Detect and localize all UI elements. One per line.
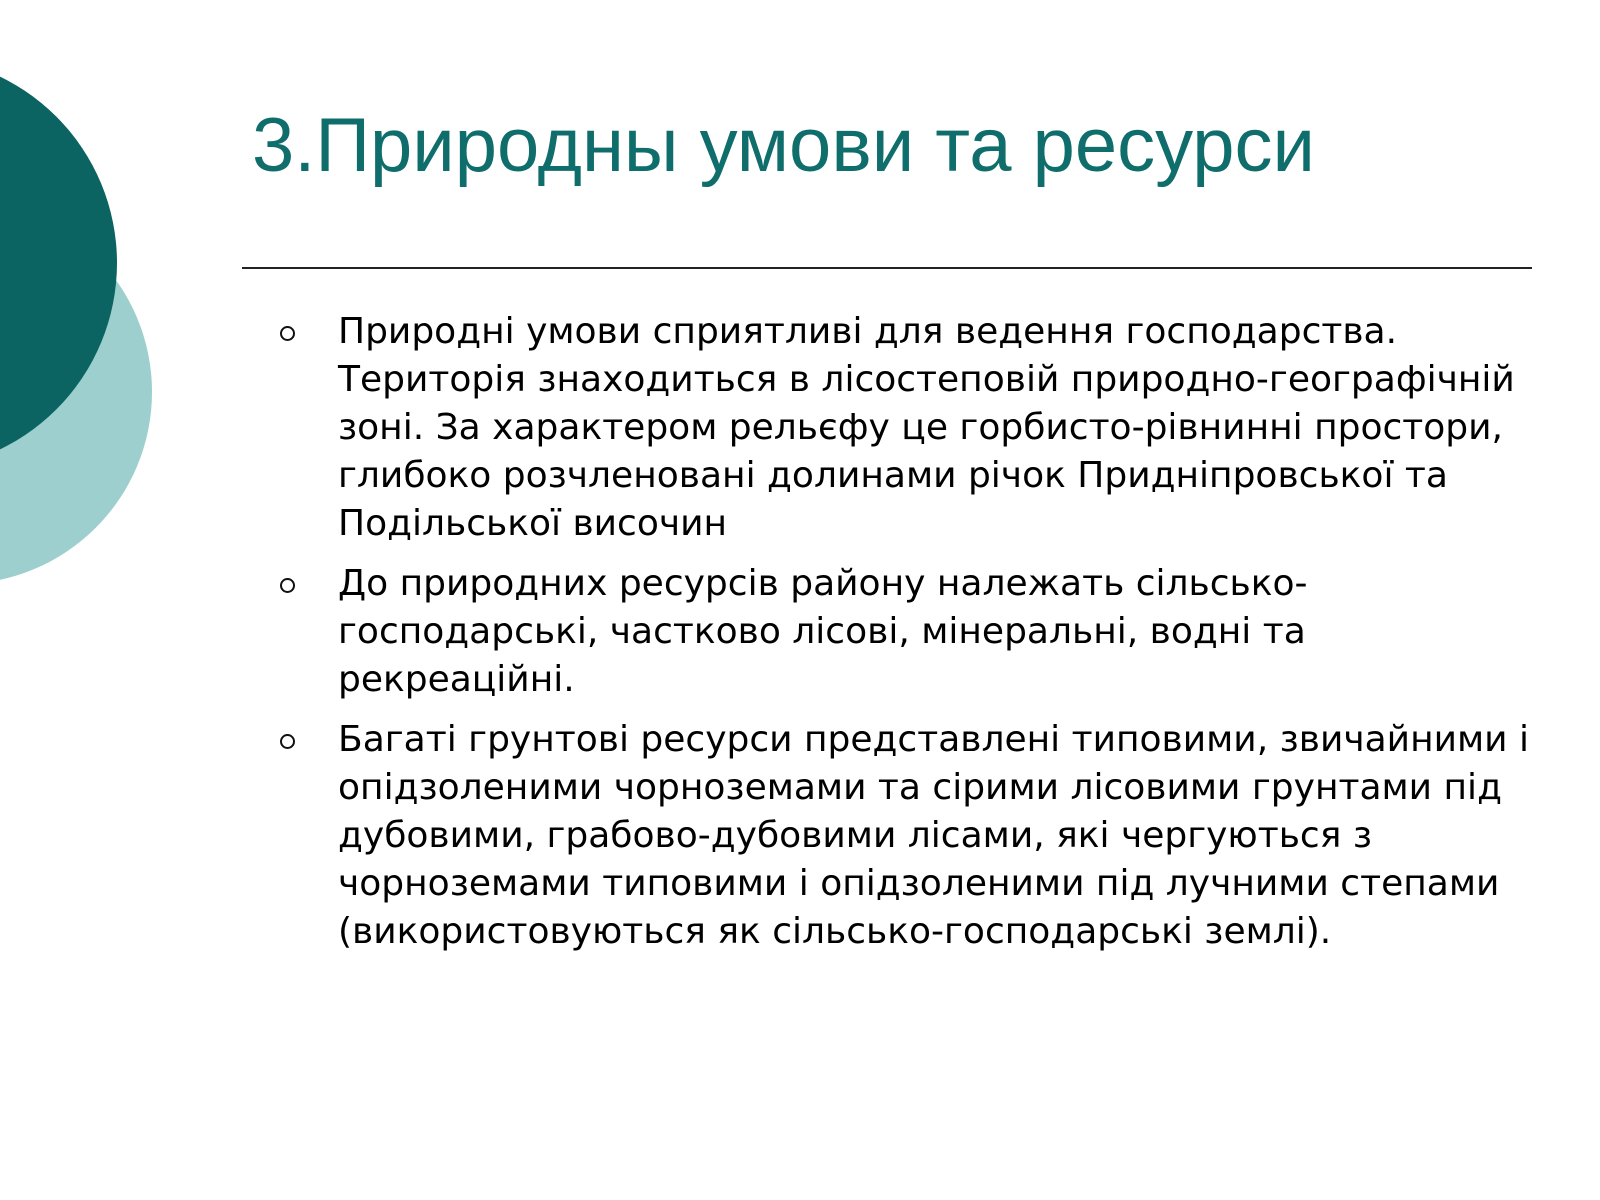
- title-divider: [242, 267, 1532, 269]
- bullet-item: [272, 560, 1542, 704]
- bullet-item: [272, 308, 1542, 548]
- hollow-circle-bullet-icon: [280, 326, 295, 341]
- slide-title: 3.Природны умови та ресурси: [252, 103, 1315, 188]
- bullet-text: Багаті грунтові ресурси представлені типовими, звичайними і опідзоленими чорноземами та сірими лісовими грунтами під дубовими, грабово-дубовими лісами, які чергуються з чорноземами типовими і опідзоленими під лучними степами (використовуються як сільсько-господарські землі).: [338, 719, 1530, 952]
- hollow-circle-bullet-icon: [280, 734, 295, 749]
- decorative-circles: [0, 0, 260, 700]
- bullet-list: [272, 308, 1542, 968]
- bullet-text: До природних ресурсів району належать сільсько-господарські, частково лісові, мінеральні, водні та рекреаційні.: [338, 563, 1308, 700]
- bullet-item: [272, 716, 1542, 956]
- hollow-circle-bullet-icon: [280, 578, 295, 593]
- bullet-text: Природні умови сприятливі для ведення господарства. Територія знаходиться в лісостеповій природно-географічній зоні. За характером рельєфу це горбисто-рівнинні простори, глибоко розчленовані долинами річок Придніпровської та Подільської височин: [338, 311, 1515, 544]
